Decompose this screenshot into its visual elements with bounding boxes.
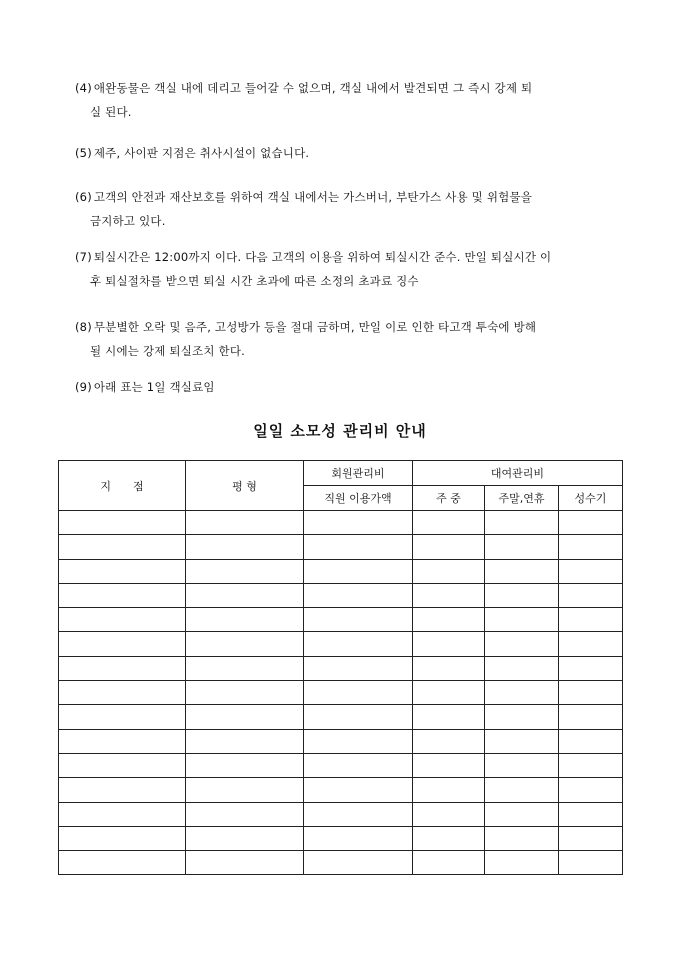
item-number: (9)	[75, 380, 92, 394]
notice-item	[75, 141, 625, 165]
table-cell	[304, 583, 413, 607]
table-row	[59, 656, 623, 680]
table-cell	[186, 729, 304, 753]
table-cell	[186, 632, 304, 656]
table-cell	[186, 753, 304, 777]
table-title: 일일 소모성 관리비 안내	[253, 422, 427, 440]
header-size: 평 형	[186, 461, 304, 511]
item-number: (6)	[75, 190, 92, 204]
table-cell	[413, 753, 485, 777]
table-cell	[559, 778, 623, 802]
table-row	[59, 729, 623, 753]
table-cell	[559, 753, 623, 777]
table-cell	[413, 802, 485, 826]
table-cell	[413, 778, 485, 802]
table-cell	[413, 632, 485, 656]
table-row	[59, 559, 623, 583]
table-row	[59, 535, 623, 559]
table-cell	[186, 656, 304, 680]
table-cell	[304, 681, 413, 705]
table-cell	[559, 851, 623, 875]
table-cell	[304, 511, 413, 535]
item-text-continued: 실 된다.	[90, 105, 132, 119]
table-cell	[186, 826, 304, 850]
table-row	[59, 778, 623, 802]
table-cell	[59, 681, 186, 705]
table-cell	[304, 802, 413, 826]
header-branch: 지 점	[59, 461, 186, 511]
table-cell	[485, 802, 559, 826]
item-text-continued: 후 퇴실절차를 받으면 퇴실 시간 초과에 따른 소정의 초과료 징수	[90, 274, 419, 288]
header-weekday: 주 중	[413, 486, 485, 511]
table-cell	[59, 632, 186, 656]
item-text: 무분별한 오락 및 음주, 고성방가 등을 절대 금하며, 만일 이로 인한 타고객 투숙에 방해	[93, 320, 537, 334]
table-cell	[413, 535, 485, 559]
table-cell	[413, 559, 485, 583]
item-text-continued: 될 시에는 강제 퇴실조치 한다.	[90, 344, 245, 358]
table-row	[59, 608, 623, 632]
header-weekend: 주말,연휴	[485, 486, 559, 511]
item-number: (7)	[75, 250, 92, 264]
notice-item	[75, 76, 625, 124]
table-cell	[413, 851, 485, 875]
notice-item	[75, 375, 625, 399]
table-cell	[485, 583, 559, 607]
table-cell	[59, 559, 186, 583]
table-cell	[59, 656, 186, 680]
table-cell	[304, 851, 413, 875]
table-cell	[559, 559, 623, 583]
table-cell	[559, 656, 623, 680]
table-row	[59, 705, 623, 729]
table-row	[59, 826, 623, 850]
table-cell	[186, 583, 304, 607]
table-cell	[304, 729, 413, 753]
table-cell	[59, 753, 186, 777]
table-cell	[304, 632, 413, 656]
table-cell	[304, 705, 413, 729]
header-staff-price: 직원 이용가액	[304, 486, 413, 511]
header-member-fee: 회원관리비	[304, 461, 413, 486]
table-cell	[186, 535, 304, 559]
table-cell	[186, 778, 304, 802]
table-cell	[186, 705, 304, 729]
table-row	[59, 802, 623, 826]
table-cell	[485, 656, 559, 680]
table-cell	[304, 826, 413, 850]
item-text: 아래 표는 1일 객실료임	[93, 380, 215, 394]
management-fee-table	[58, 460, 623, 875]
table-cell	[59, 705, 186, 729]
table-cell	[559, 535, 623, 559]
table-cell	[186, 681, 304, 705]
table-cell	[559, 583, 623, 607]
table-cell	[59, 826, 186, 850]
table-cell	[485, 705, 559, 729]
table-cell	[559, 802, 623, 826]
table-cell	[413, 681, 485, 705]
table-cell	[304, 753, 413, 777]
table-cell	[559, 681, 623, 705]
table-cell	[304, 608, 413, 632]
table-cell	[485, 632, 559, 656]
table-cell	[413, 583, 485, 607]
table-cell	[485, 778, 559, 802]
table-cell	[413, 826, 485, 850]
table-cell	[59, 535, 186, 559]
table-cell	[413, 729, 485, 753]
header-peak: 성수기	[559, 486, 623, 511]
table-cell	[559, 729, 623, 753]
table-cell	[304, 535, 413, 559]
notice-item	[75, 245, 625, 293]
item-text: 제주, 사이판 지점은 취사시설이 없습니다.	[93, 146, 310, 160]
table-cell	[485, 608, 559, 632]
table-cell	[559, 826, 623, 850]
item-number: (8)	[75, 320, 92, 334]
table-row	[59, 753, 623, 777]
item-text-continued: 금지하고 있다.	[90, 214, 166, 228]
table-cell	[485, 826, 559, 850]
table-cell	[485, 681, 559, 705]
table-row	[59, 583, 623, 607]
table-cell	[485, 559, 559, 583]
table-cell	[485, 729, 559, 753]
table-cell	[413, 705, 485, 729]
header-rental-fee: 대여관리비	[413, 461, 623, 486]
notice-item	[75, 315, 625, 363]
notice-item	[75, 185, 625, 233]
table-cell	[186, 511, 304, 535]
item-number: (4)	[75, 81, 92, 95]
table-cell	[59, 608, 186, 632]
table-cell	[304, 778, 413, 802]
table-row	[59, 681, 623, 705]
table-cell	[559, 608, 623, 632]
item-text: 퇴실시간은 12:00까지 이다. 다음 고객의 이용을 위하여 퇴실시간 준수. 만일 퇴실시간 이	[93, 250, 552, 264]
table-cell	[413, 511, 485, 535]
table-cell	[59, 851, 186, 875]
item-number: (5)	[75, 146, 92, 160]
table-cell	[559, 705, 623, 729]
table-cell	[59, 729, 186, 753]
table-cell	[59, 511, 186, 535]
table-cell	[485, 851, 559, 875]
table-cell	[186, 559, 304, 583]
table-cell	[186, 608, 304, 632]
table-row	[59, 851, 623, 875]
table-cell	[559, 511, 623, 535]
table-cell	[559, 632, 623, 656]
table-cell	[59, 778, 186, 802]
table-cell	[186, 802, 304, 826]
table-cell	[413, 656, 485, 680]
table-cell	[304, 656, 413, 680]
table-cell	[413, 608, 485, 632]
item-text: 고객의 안전과 재산보호를 위하여 객실 내에서는 가스버너, 부탄가스 사용 및 위험물을	[93, 190, 533, 204]
table-row	[59, 511, 623, 535]
table-cell	[485, 511, 559, 535]
table-row	[59, 632, 623, 656]
table-cell	[59, 583, 186, 607]
table-cell	[485, 535, 559, 559]
table-cell	[186, 851, 304, 875]
table-cell	[59, 802, 186, 826]
table-cell	[485, 753, 559, 777]
item-text: 애완동물은 객실 내에 데리고 들어갈 수 없으며, 객실 내에서 발견되면 그 즉시 강제 퇴	[93, 81, 533, 95]
table-cell	[304, 559, 413, 583]
